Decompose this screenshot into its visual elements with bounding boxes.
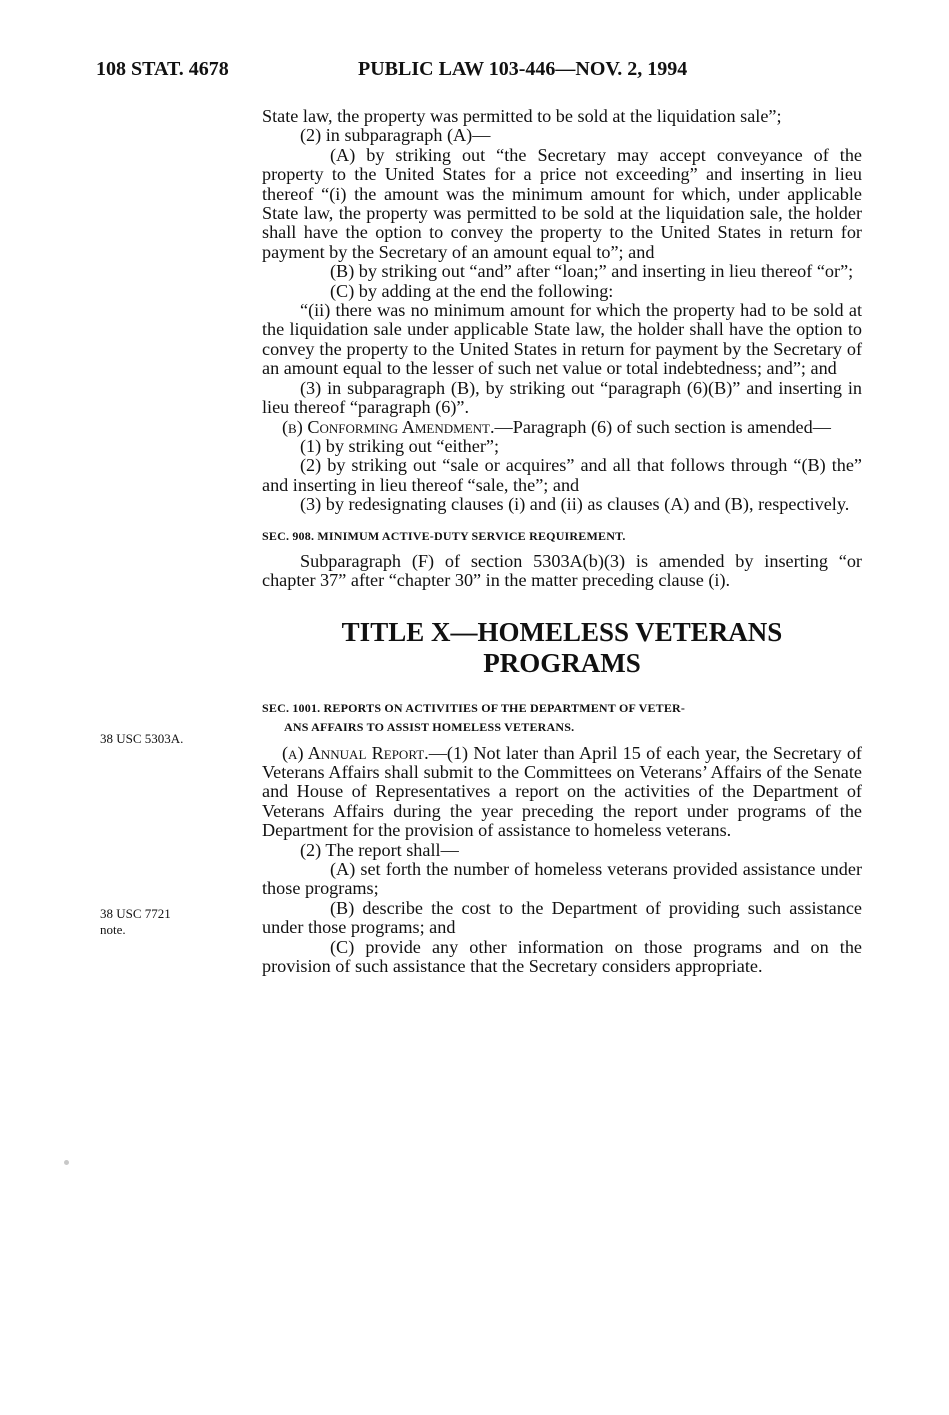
section-heading-908: SEC. 908. MINIMUM ACTIVE-DUTY SERVICE REQUIREMENT. — [262, 528, 626, 543]
paragraph: (C) provide any other information on those programs and on the provision of such assistance that the Secretary considers appropriate. — [262, 936, 862, 977]
margin-note-line: note. — [100, 922, 126, 937]
margin-note-usc-5303a: 38 USC 5303A. — [100, 731, 184, 746]
paragraph: (C) by adding at the end the following: — [330, 280, 614, 301]
title-line: PROGRAMS — [483, 647, 641, 678]
paragraph: (B) by striking out “and” after “loan;” and inserting in lieu thereof “or”; — [330, 261, 854, 282]
paragraph-text: —Paragraph (6) of such section is amended— — [494, 416, 831, 437]
paragraph: (2) in subparagraph (A)— — [300, 125, 491, 146]
section-heading-line: SEC. 1001. REPORTS ON ACTIVITIES OF THE DEPARTMENT OF VETER- — [262, 700, 686, 715]
title-heading — [262, 617, 862, 679]
paragraph: (3) by redesignating clauses (i) and (ii) as clauses (A) and (B), respectively. — [300, 494, 850, 515]
section-heading-line: ANS AFFAIRS TO ASSIST HOMELESS VETERANS. — [284, 720, 575, 735]
paragraph — [262, 744, 862, 841]
scan-speck — [64, 1160, 69, 1165]
margin-note-line: 38 USC 7721 — [100, 906, 171, 921]
paragraph: “(ii) there was no minimum amount for which the property had to be sold at the liquidation sale under applicable State law, the holder shall have the option to convey the property to the United States in return for payment by the Secretary of an amount equal to the lesser of such net value or total indebtedness; and”; and — [262, 300, 862, 379]
paragraph: (2) by striking out “sale or acquires” and all that follows through “(B) the” and inserting in lieu thereof “sale, the”; and — [262, 455, 862, 495]
document-body — [262, 107, 862, 976]
paragraph: State law, the property was permitted to be sold at the liquidation sale”; — [262, 106, 782, 126]
paragraph-text: —(1) Not later than April 15 of each year, the Secretary of Veterans Affairs shall submit to the Committees on Veterans’ Affairs of the Senate and House of Representatives a report on the activities of the Department of Veterans Affairs during the year preceding the report under programs of the Department for the provision of assistance to homeless veterans. — [262, 742, 862, 841]
paragraph: (A) set forth the number of homeless veterans provided assistance under those programs; — [262, 859, 862, 899]
section-heading-1001 — [262, 699, 862, 738]
subsection-heading: (a) Annual Report. — [282, 742, 429, 763]
paragraph: (1) by striking out “either”; — [300, 435, 499, 456]
paragraph: (B) describe the cost to the Department of providing such assistance under those programs; and — [262, 897, 862, 938]
margin-note-usc-7721 — [100, 906, 171, 938]
paragraph: Subparagraph (F) of section 5303A(b)(3) is amended by inserting “or chapter 37” after “chapter 30” in the matter preceding clause (i). — [262, 550, 862, 591]
paragraph: (2) The report shall— — [300, 839, 459, 860]
statute-page-number: 108 STAT. 4678 — [96, 58, 229, 80]
paragraph: (3) in subparagraph (B), by striking out “paragraph (6)(B)” and inserting in lieu thereof “paragraph (6)”. — [262, 377, 862, 418]
paragraph: (A) by striking out “the Secretary may accept conveyance of the property to the United States for a price not exceeding” and inserting in lieu thereof “(i) the amount was the minimum amount for which, under applicable State law, the property was permitted to be sold at the liquidation sale, the holder shall have the option to convey the property to the United States in return for payment by the Secretary of an amount equal to”; and — [262, 144, 862, 262]
subsection-heading: (b) Conforming Amendment. — [282, 416, 495, 437]
title-line: TITLE X—HOMELESS VETERANS — [341, 616, 783, 647]
paragraph — [262, 418, 862, 437]
public-law-citation: PUBLIC LAW 103-446—NOV. 2, 1994 — [358, 58, 688, 80]
